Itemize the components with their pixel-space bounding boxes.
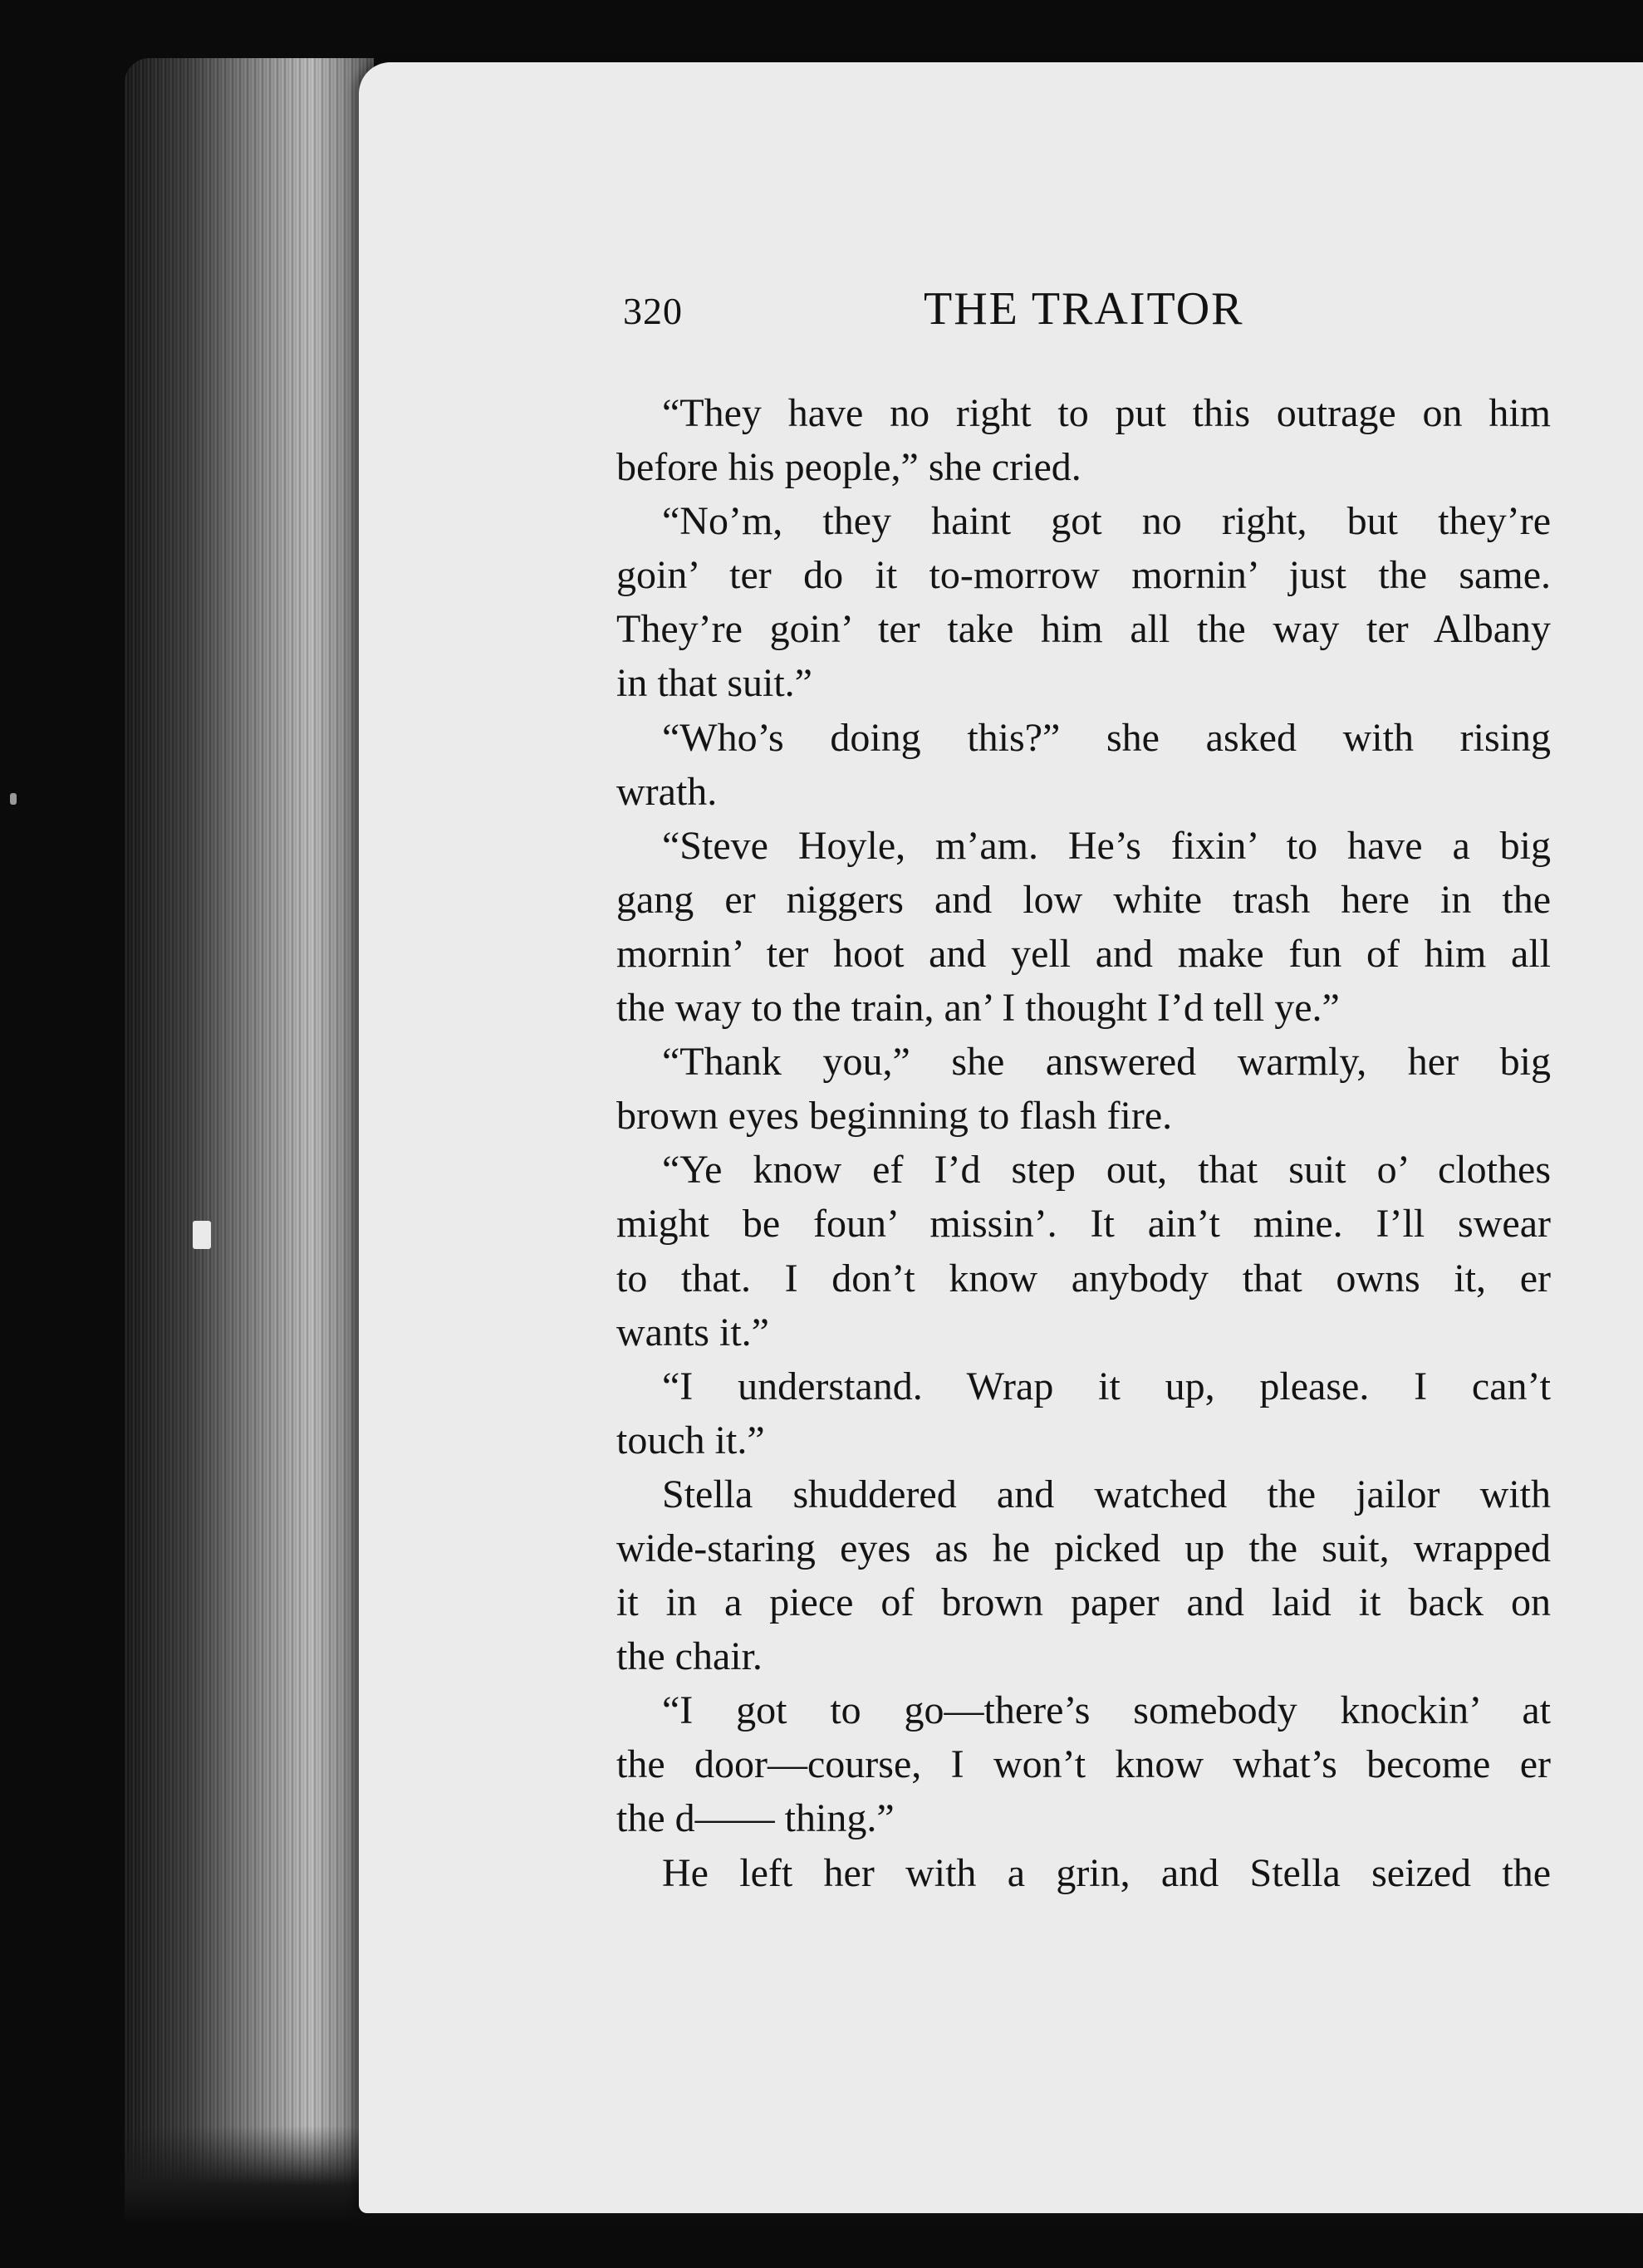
page-edges <box>125 58 374 2201</box>
text-line: the chair. <box>616 1634 763 1679</box>
body-text <box>616 386 1551 1900</box>
text-line: Stella shuddered and watched the jailor with <box>662 1472 1551 1516</box>
text-line: “Thank you,” she answered warmly, her big <box>662 1040 1551 1085</box>
text-line: wide-staring eyes as he picked up the suit, wrapped <box>616 1526 1551 1570</box>
text-line: He left her with a grin, and Stella seized the <box>662 1850 1551 1895</box>
running-title: THE TRAITOR <box>924 283 1244 335</box>
page-number: 320 <box>623 290 683 332</box>
text-line: wrath. <box>616 769 718 814</box>
text-line: “I got to go—there’s somebody knockin’ at <box>662 1688 1551 1733</box>
text-line: brown eyes beginning to flash fire. <box>616 1094 1173 1139</box>
book-page <box>359 62 1643 2213</box>
text-line: “Who’s doing this?” she asked with rising <box>662 715 1551 760</box>
text-line: the way to the train, an’ I thought I’d tell ye.” <box>616 986 1340 1031</box>
text-line: might be foun’ missin’. It ain’t mine. I’ll swear <box>616 1202 1551 1247</box>
page-edge-speck <box>10 793 17 805</box>
text-line: it in a piece of brown paper and laid it back on <box>616 1580 1551 1625</box>
text-line: the d—— thing.” <box>616 1796 895 1841</box>
text-line: “Steve Hoyle, m’am. He’s fixin’ to have a big <box>662 823 1551 868</box>
text-line: wants it.” <box>616 1310 769 1354</box>
text-line: the door—course, I won’t know what’s become er <box>616 1742 1551 1787</box>
running-head <box>359 282 1643 349</box>
text-line: “I understand. Wrap it up, please. I can’t <box>662 1364 1551 1408</box>
text-line: before his people,” she cried. <box>616 445 1081 490</box>
page-edge-speck <box>193 1221 211 1249</box>
text-line: in that suit.” <box>616 661 812 706</box>
text-line: mornin’ ter hoot and yell and make fun of him all <box>616 931 1551 976</box>
text-line: goin’ ter do it to-morrow mornin’ just the same. <box>616 553 1551 598</box>
text-line: “No’m, they haint got no right, but they’re <box>662 499 1551 544</box>
text-line: touch it.” <box>616 1418 765 1462</box>
text-line: “They have no right to put this outrage on him <box>662 391 1551 435</box>
text-line: to that. I don’t know anybody that owns it, er <box>616 1256 1551 1301</box>
text-line: gang er niggers and low white trash here in the <box>616 877 1551 922</box>
text-line: “Ye know ef I’d step out, that suit o’ clothes <box>662 1148 1551 1193</box>
text-line: They’re goin’ ter take him all the way ter Albany <box>616 607 1551 652</box>
